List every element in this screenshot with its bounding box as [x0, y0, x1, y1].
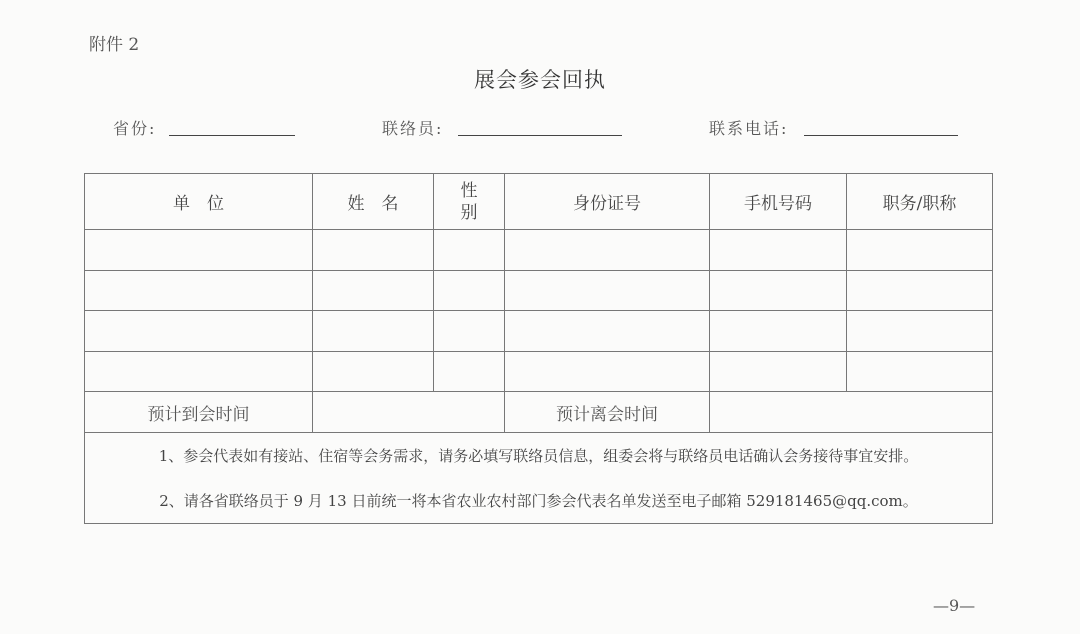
table-row [85, 351, 993, 392]
contact-field [382, 116, 443, 139]
header-unit: 单 位 [85, 174, 313, 230]
table-row [85, 311, 993, 352]
cell-id-number[interactable] [505, 351, 710, 392]
arrival-time-label: 预计到会时间 [85, 392, 313, 433]
registration-table [84, 173, 993, 524]
cell-mobile[interactable] [710, 351, 847, 392]
cell-name[interactable] [313, 230, 434, 271]
cell-name[interactable] [313, 351, 434, 392]
cell-job-title[interactable] [847, 270, 993, 311]
page-number: —9— [933, 596, 976, 615]
phone-label: 联系电话: [709, 119, 789, 138]
province-field [113, 116, 156, 139]
attachment-label: 附件 2 [89, 35, 140, 55]
cell-gender[interactable] [434, 351, 505, 392]
cell-job-title[interactable] [847, 351, 993, 392]
note-2: 2、请各省联络员于 9 月 13 日前统一将本省农业农村部门参会代表名单发送至电子邮箱 529181465@qq.com。 [85, 478, 993, 524]
header-mobile: 手机号码 [710, 174, 847, 230]
cell-id-number[interactable] [505, 311, 710, 352]
note-1: 1、参会代表如有接站、住宿等会务需求，请务必填写联络员信息，组委会将与联络员电话确认会务接待事宜安排。 [85, 433, 993, 479]
cell-name[interactable] [313, 311, 434, 352]
phone-blank-line[interactable] [804, 135, 958, 136]
province-label: 省份: [113, 119, 157, 138]
cell-mobile[interactable] [710, 270, 847, 311]
header-job-title: 职务/职称 [847, 174, 993, 230]
note-row [85, 478, 993, 524]
cell-name[interactable] [313, 270, 434, 311]
cell-id-number[interactable] [505, 230, 710, 271]
departure-time-cell[interactable] [710, 392, 993, 433]
note-row [85, 433, 993, 479]
cell-gender[interactable] [434, 311, 505, 352]
cell-gender[interactable] [434, 230, 505, 271]
phone-field [709, 116, 788, 139]
cell-mobile[interactable] [710, 311, 847, 352]
cell-mobile[interactable] [710, 230, 847, 271]
cell-id-number[interactable] [505, 270, 710, 311]
cell-unit[interactable] [85, 351, 313, 392]
contact-blank-line[interactable] [458, 135, 622, 136]
cell-unit[interactable] [85, 270, 313, 311]
cell-unit[interactable] [85, 311, 313, 352]
province-blank-line[interactable] [169, 135, 295, 136]
cell-job-title[interactable] [847, 311, 993, 352]
cell-gender[interactable] [434, 270, 505, 311]
contact-label: 联络员: [382, 119, 444, 138]
table-row [85, 270, 993, 311]
attendance-time-row [85, 392, 993, 433]
cell-unit[interactable] [85, 230, 313, 271]
departure-time-label: 预计离会时间 [505, 392, 710, 433]
arrival-time-cell[interactable] [313, 392, 505, 433]
header-gender [434, 174, 505, 230]
header-gender-label: 性 别 [460, 180, 478, 223]
header-id-number: 身份证号 [505, 174, 710, 230]
document-title: 展会参会回执 [474, 68, 606, 92]
table-header-row [85, 174, 993, 230]
header-name: 姓 名 [313, 174, 434, 230]
cell-job-title[interactable] [847, 230, 993, 271]
table-row [85, 230, 993, 271]
